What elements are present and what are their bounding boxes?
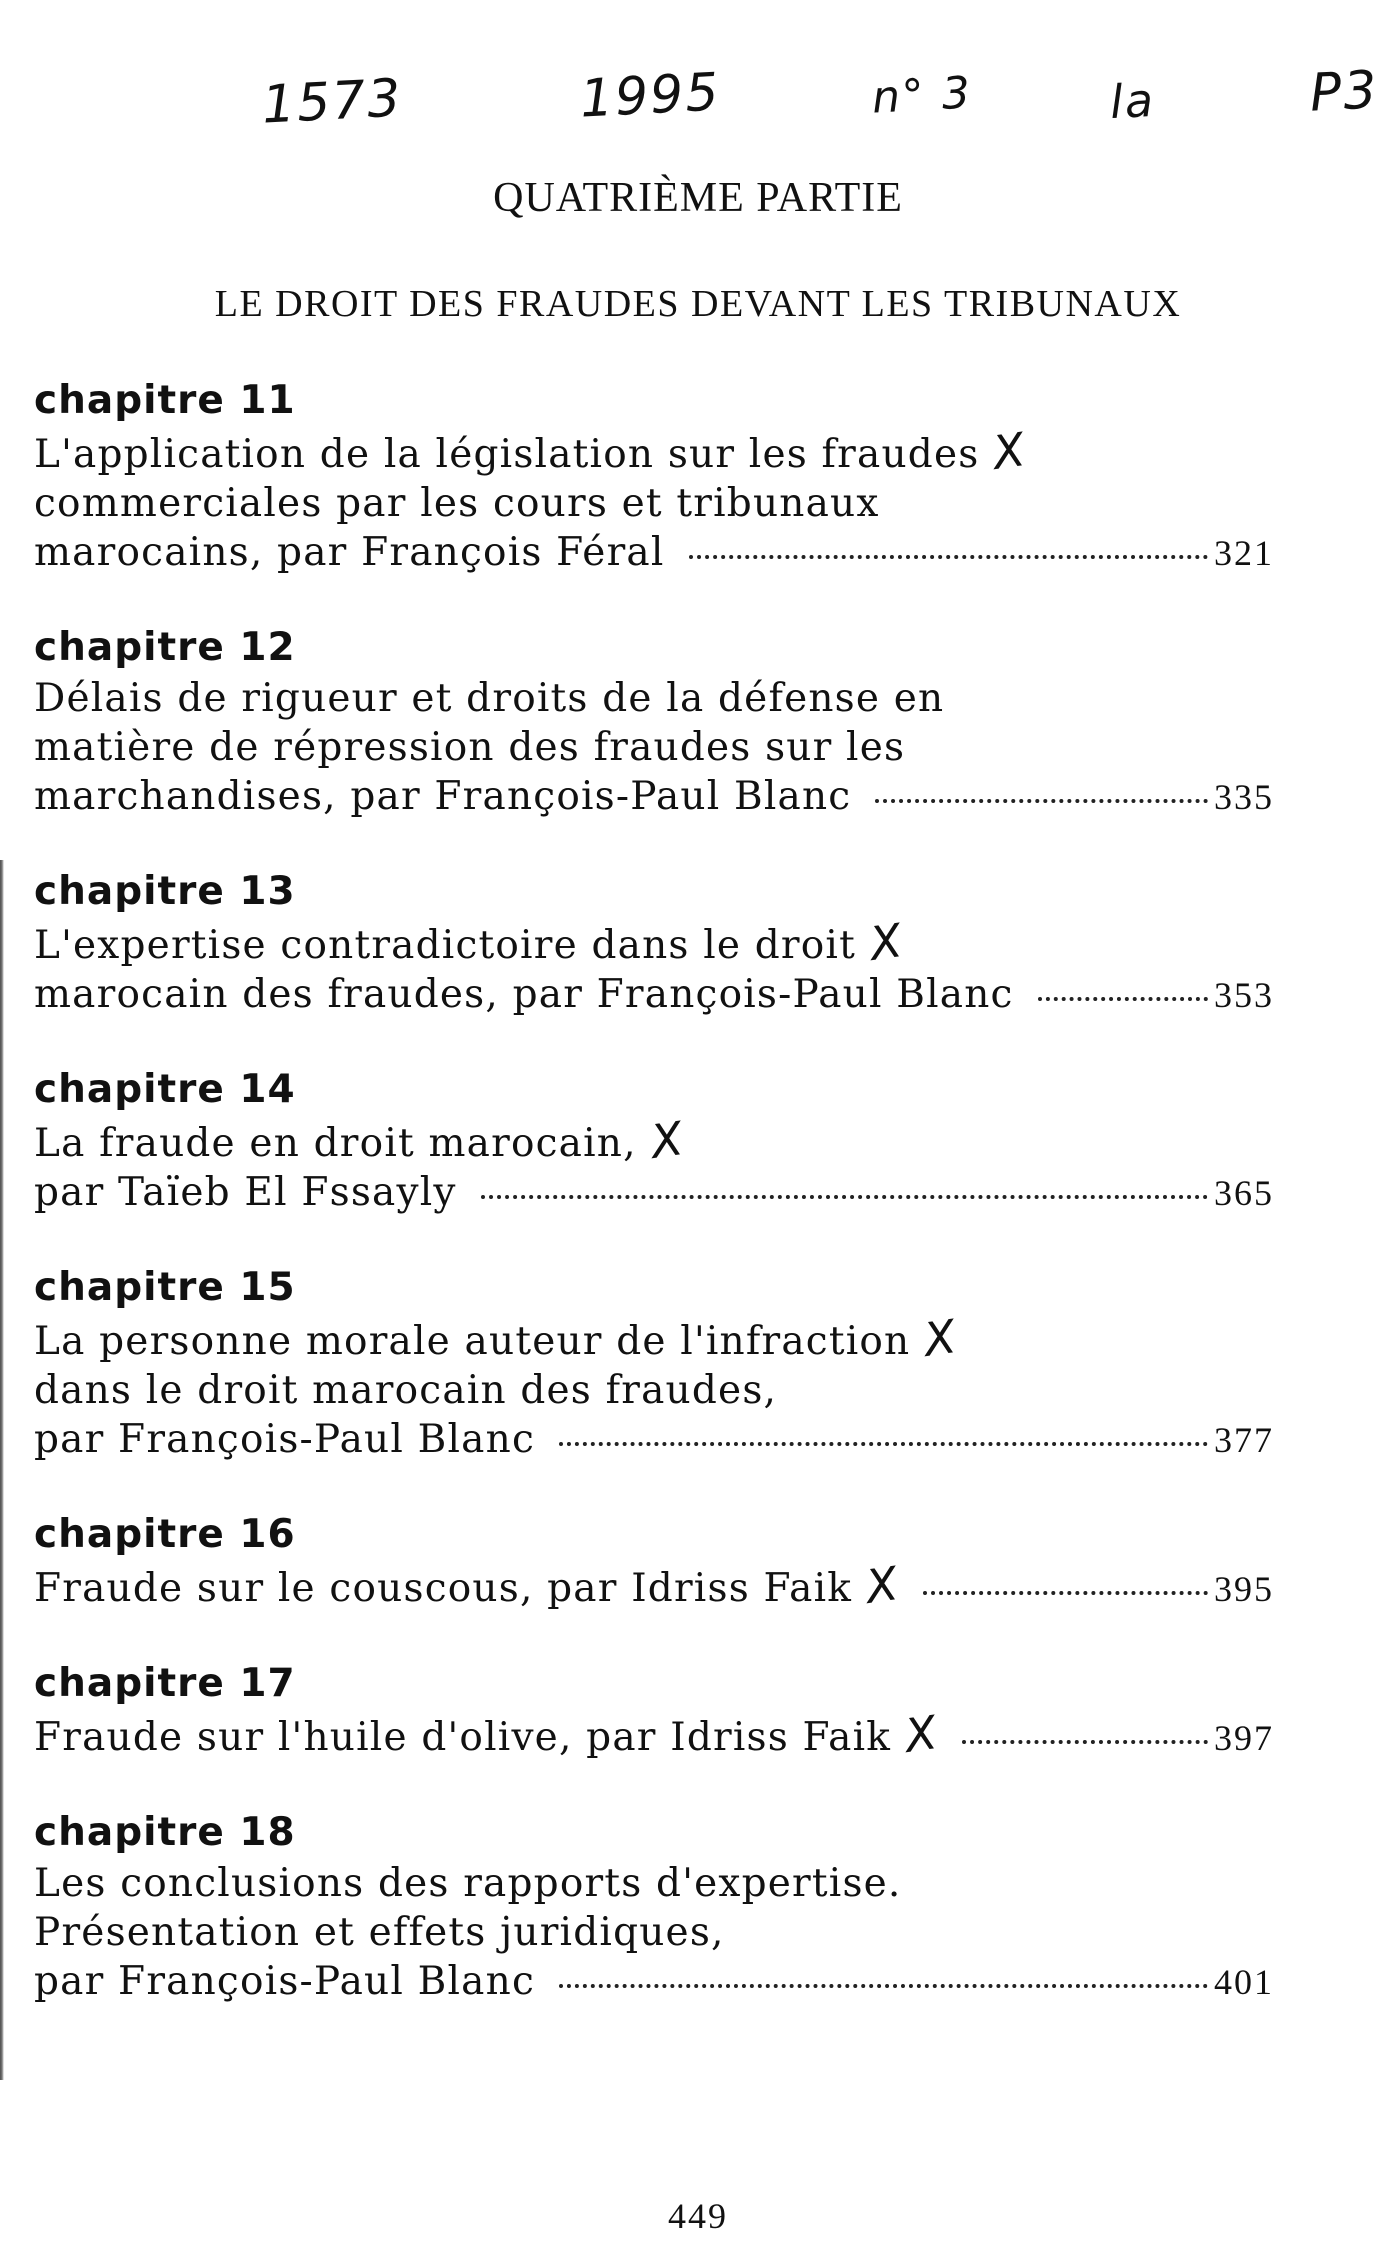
chapter-author-text: par François-Paul Blanc (34, 1417, 535, 1462)
chapter-title-text: matière de répression des fraudes sur les (34, 725, 906, 770)
chapter-title-line (34, 479, 1274, 528)
dot-leader (875, 799, 1208, 803)
part-subtitle: LE DROIT DES FRAUDES DEVANT LES TRIBUNAUX (214, 283, 1182, 325)
chapter-label: chapitre 16 (34, 1512, 296, 1557)
chapter-author-text: par Taïeb El Fssayly (34, 1170, 457, 1215)
dot-leader (962, 1740, 1208, 1744)
chapter-author-line (34, 1957, 1274, 2007)
toc-entry (34, 1064, 1274, 1218)
part-title: QUATRIÈME PARTIE (493, 175, 903, 221)
chapter-page-number: 321 (1214, 533, 1274, 573)
chapter-author-line (34, 528, 1274, 578)
chapter-author-text: Fraude sur l'huile d'olive, par Idriss Faik (34, 1715, 892, 1760)
page-number: 449 (668, 2196, 728, 2236)
chapter-author-text: Fraude sur le couscous, par Idriss Faik (34, 1566, 853, 1611)
chapter-title-text: La fraude en droit marocain, (34, 1121, 637, 1166)
chapter-title-text: L'expertise contradictoire dans le droit (34, 923, 856, 968)
handwritten-check-mark-icon: X (920, 1308, 961, 1368)
chapter-label: chapitre 14 (34, 1067, 296, 1112)
chapter-label: chapitre 11 (34, 378, 296, 423)
toc-entry (34, 375, 1274, 578)
chapter-title-line (34, 1308, 1274, 1368)
chapter-page-number: 401 (1214, 1962, 1274, 2002)
chapter-title-line (34, 1908, 1274, 1957)
dot-leader (559, 1442, 1208, 1446)
chapter-page-number: 353 (1214, 975, 1274, 1015)
handwritten-annotation: 1995 (578, 62, 722, 130)
chapter-label: chapitre 17 (34, 1661, 296, 1706)
chapter-author-text: marocain des fraudes, par François-Paul Blanc (34, 972, 1014, 1017)
toc-entry (34, 1807, 1274, 2007)
chapter-author-text: marocains, par François Féral (34, 530, 665, 575)
toc-entry (34, 622, 1274, 822)
scan-edge (0, 860, 4, 2080)
dot-leader (481, 1195, 1208, 1199)
chapter-title-text: commerciales par les cours et tribunaux (34, 481, 880, 526)
chapter-page-number: 365 (1214, 1173, 1274, 1213)
toc-entry (34, 1262, 1274, 1465)
dot-leader (559, 1984, 1208, 1988)
chapter-author-line (34, 970, 1274, 1020)
chapter-label: chapitre 15 (34, 1265, 296, 1310)
chapter-page-number: 397 (1214, 1718, 1274, 1758)
handwritten-check-mark-icon: X (866, 912, 907, 972)
chapter-title-line (34, 723, 1274, 772)
chapter-title-text: dans le droit marocain des fraudes, (34, 1368, 778, 1413)
chapter-title-line (34, 1859, 1274, 1908)
chapter-label: chapitre 12 (34, 625, 296, 670)
chapter-author-line (34, 772, 1274, 822)
chapter-author-line (34, 1704, 1274, 1764)
handwritten-check-mark-icon: X (901, 1704, 942, 1764)
chapter-author-line (34, 1168, 1274, 1218)
chapter-title-line (34, 674, 1274, 723)
handwritten-annotations (0, 62, 1396, 162)
chapter-title-text: Les conclusions des rapports d'expertise. (34, 1861, 902, 1906)
dot-leader (1038, 997, 1208, 1001)
dot-leader (923, 1591, 1208, 1595)
handwritten-annotation: n° 3 (870, 67, 974, 124)
chapter-page-number: 395 (1214, 1569, 1274, 1609)
handwritten-check-mark-icon: X (862, 1555, 903, 1615)
chapter-title-text: Présentation et effets juridiques, (34, 1910, 725, 1955)
handwritten-check-mark-icon: X (647, 1110, 687, 1170)
table-of-contents (34, 375, 1274, 2051)
toc-entry (34, 1658, 1274, 1763)
chapter-title-line (34, 1110, 1274, 1170)
chapter-title-text: Délais de rigueur et droits de la défense en (34, 676, 945, 721)
chapter-author-line (34, 1555, 1274, 1615)
handwritten-annotation: la (1108, 72, 1157, 130)
dot-leader (689, 555, 1208, 559)
chapter-author-text: marchandises, par François-Paul Blanc (34, 774, 852, 819)
chapter-title-line (34, 1366, 1274, 1415)
handwritten-annotation: 1573 (260, 68, 404, 136)
handwritten-annotation: P3 (1308, 60, 1380, 124)
chapter-title-line (34, 912, 1274, 972)
chapter-title-text: L'application de la législation sur les fraudes (34, 432, 980, 477)
chapter-author-text: par François-Paul Blanc (34, 1959, 535, 2004)
toc-entry (34, 1509, 1274, 1614)
chapter-label: chapitre 13 (34, 869, 296, 914)
chapter-label: chapitre 18 (34, 1810, 296, 1855)
chapter-author-line (34, 1415, 1274, 1465)
handwritten-check-mark-icon: X (989, 421, 1030, 481)
chapter-title-text: La personne morale auteur de l'infraction (34, 1319, 911, 1364)
toc-entry (34, 866, 1274, 1020)
chapter-page-number: 335 (1214, 777, 1274, 817)
chapter-title-line (34, 421, 1274, 481)
chapter-page-number: 377 (1214, 1420, 1274, 1460)
